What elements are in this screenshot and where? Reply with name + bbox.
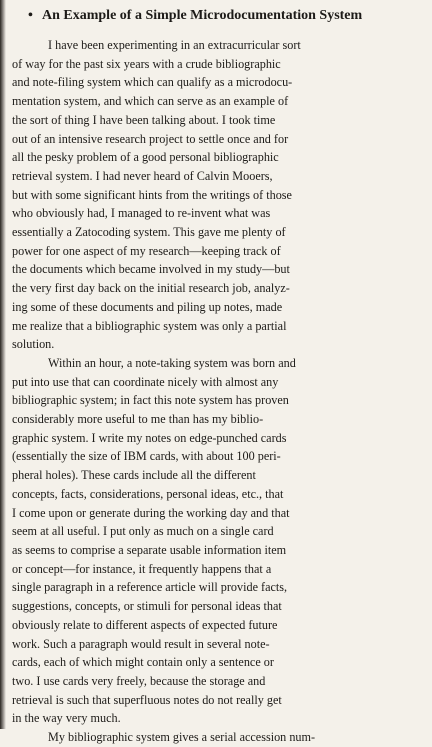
text-line: cards, each of which might contain only a sentence or [12,655,274,670]
text-line: two. I use cards very freely, because the storage and [12,673,266,688]
text-line: me realize that a bibliographic system was only a partial [12,318,287,333]
text-line: ing some of these documents and piling up notes, made [12,299,283,314]
text-line: put into use that can coordinate nicely with almost any [12,374,279,389]
heading-bullet: • [28,8,33,23]
paragraph-3 [12,728,424,747]
text-line: of way for the past six years with a crude bibliographic [12,56,281,71]
text-line: I come upon or generate during the working day and that [12,505,290,520]
text-line: as seems to comprise a separate usable information item [12,542,287,557]
text-line: the documents which became involved in my study—but [12,262,290,277]
text-line: in the way very much. [12,711,121,726]
text-line: out of an intensive research project to settle once and for [12,131,289,146]
text-line: pheral holes). These cards include all the different [12,468,256,483]
binding-shadow [0,0,6,729]
text-line: solution. [12,337,55,352]
text-line: seem at all useful. I put only as much on a single card [12,524,274,539]
text-line: the very first day back on the initial research job, analyz- [12,281,290,296]
text-line: obviously relate to different aspects of expected future [12,617,278,632]
text-line: retrieval is such that superfluous notes do not really get [12,692,282,707]
text-line: My bibliographic system gives a serial accession num- [48,730,316,745]
text-line: concepts, facts, considerations, personal ideas, etc., that [12,486,284,501]
text-line: graphic system. I write my notes on edge-punched cards [12,430,287,445]
text-line: all the pesky problem of a good personal bibliographic [12,150,279,165]
body-text [12,36,424,747]
text-line: who obviously had, I managed to re-invent what was [12,206,271,221]
heading-title: An Example of a Simple Microdocumentation System [42,8,363,23]
text-line: Within an hour, a note-taking system was born and [48,355,296,370]
text-line: mentation system, and which can serve as an example of [12,94,289,109]
paragraph-1 [12,36,424,354]
text-line: I have been experimenting in an extracurricular sort [48,38,301,52]
text-line: work. Such a paragraph would result in several note- [12,636,270,651]
text-line: or concept—for instance, it frequently happens that a [12,561,272,576]
text-line: considerably more useful to me than has my biblio- [12,412,264,427]
text-line: and note-filing system which can qualify as a microdocu- [12,75,293,90]
text-line: but with some significant hints from the writings of those [12,187,292,202]
text-line: bibliographic system; in fact this note system has proven [12,393,289,408]
paragraph-2 [12,354,424,728]
section-heading [28,6,428,26]
text-line: power for one aspect of my research—keeping track of [12,243,281,258]
text-line: single paragraph in a reference article will provide facts, [12,580,288,595]
text-line: retrieval system. I had never heard of Calvin Mooers, [12,168,273,183]
text-line: the sort of thing I have been talking about. I took time [12,112,276,127]
text-line: essentially a Zatocoding system. This gave me plenty of [12,225,286,240]
text-line: suggestions, concepts, or stimuli for personal ideas that [12,599,282,614]
text-line: (essentially the size of IBM cards, with about 100 peri- [12,449,281,464]
